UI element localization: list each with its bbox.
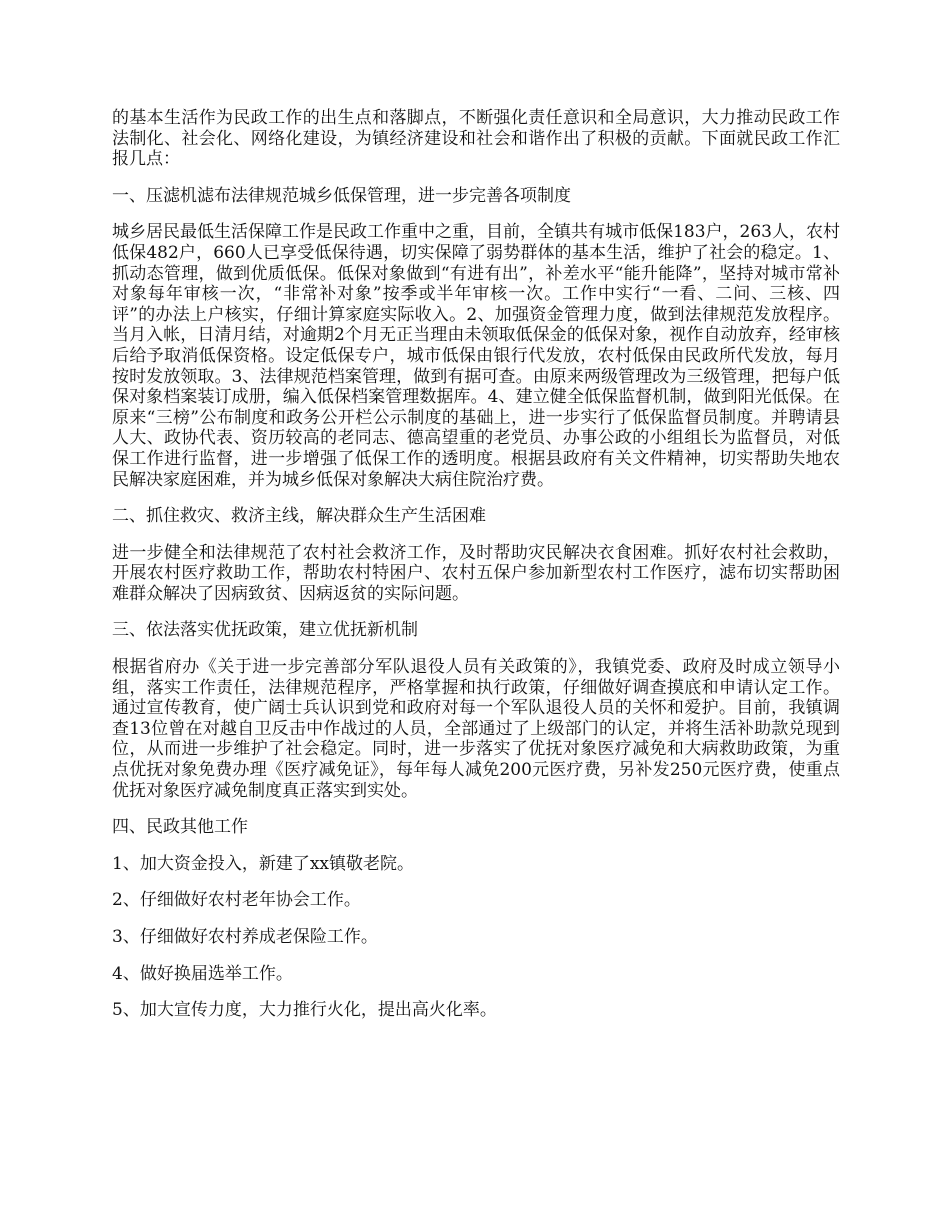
section-4-heading: 四、民政其他工作: [112, 817, 248, 838]
section-3-body: 根据省府办《关于进一步完善部分军队退役人员有关政策的》，我镇党委、政府及时成立领导小组，落实工作责任，法律规范程序，严格掌握和执行政策，仔细做好调查摸底和申请认定工作。通过宣传教育，使广阔士兵认识到党和政府对每一个军队退役人员的关怀和爱护。目前，我镇调查13位曾在对越自卫反击中作战过的人员，全部通过了上级部门的认定，并将生活补助款兑现到位，从而进一步维护了社会稳定。同时，进一步落实了优抚对象医疗减免和大病救助政策，为重点优抚对象免费办理《医疗减免证》，每年每人减免200元医疗费，另补发250元医疗费，使重点优抚对象医疗减免制度真正落实到实处。: [112, 657, 840, 801]
intro-paragraph: 的基本生活作为民政工作的出生点和落脚点，不断强化责任意识和全局意识，大力推动民政工作法制化、社会化、网络化建设，为镇经济建设和社会和谐作出了积极的贡献。下面就民政工作汇报几点：: [112, 108, 840, 170]
document-page: [112, 108, 840, 1037]
section-1-body: 城乡居民最低生活保障工作是民政工作重中之重，目前，全镇共有城市低保183户，263人，农村低保482户，660人已享受低保待遇，切实保障了弱势群体的基本生活，维护了社会的稳定。1、抓动态管理，做到优质低保。低保对象做到“有进有出”，补差水平“能升能降”，坚持对城市常补对象每年审核一次，“非常补对象”按季或半年审核一次。工作中实行“一看、二问、三核、四评”的办法上户核实，仔细计算家庭实际收入。2、加强资金管理力度，做到法律规范发放程序。当月入帐，日清月结，对逾期2个月无正当理由未领取低保金的低保对象，视作自动放弃，经审核后给予取消低保资格。设定低保专户，城市低保由银行代发放，农村低保由民政所代发放，每月按时发放领取。3、法律规范档案管理，做到有据可查。由原来两级管理改为三级管理，把每户低保对象档案装订成册，编入低保档案管理数据库。4、建立健全低保监督机制，做到阳光低保。在原来“三榜”公布制度和政务公开栏公示制度的基础上，进一步实行了低保监督员制度。并聘请县人大、政协代表、资历较高的老同志、德高望重的老党员、办事公政的小组组长为监督员，对低保工作进行监督，进一步增强了低保工作的透明度。根据县政府有关文件精神，切实帮助失地农民解决家庭困难，并为城乡低保对象解决大病住院治疗费。: [112, 222, 840, 490]
list-item: 5、加大宣传力度，大力推行火化，提出高火化率。: [112, 1000, 497, 1021]
list-item: 2、仔细做好农村老年协会工作。: [112, 890, 361, 911]
list-item: 4、做好换届选举工作。: [112, 963, 293, 984]
section-3-heading: 三、依法落实优抚政策，建立优抚新机制: [112, 620, 418, 641]
list-item: 3、仔细做好农村养成老保险工作。: [112, 927, 378, 947]
section-2-body: 进一步健全和法律规范了农村社会救济工作，及时帮助灾民解决衣食困难。抓好农村社会救助，开展农村医疗救助工作，帮助农村特困户、农村五保户参加新型农村工作医疗，滤布切实帮助困难群众解决了因病致贫、因病返贫的实际问题。: [112, 542, 840, 604]
section-2-heading: 二、抓住救灾、救济主线，解决群众生产生活困难: [112, 506, 486, 527]
list-item: 1、加大资金投入，新建了xx镇敬老院。: [112, 853, 414, 874]
section-1-heading: 一、压滤机滤布法律规范城乡低保管理，进一步完善各项制度: [112, 185, 571, 206]
